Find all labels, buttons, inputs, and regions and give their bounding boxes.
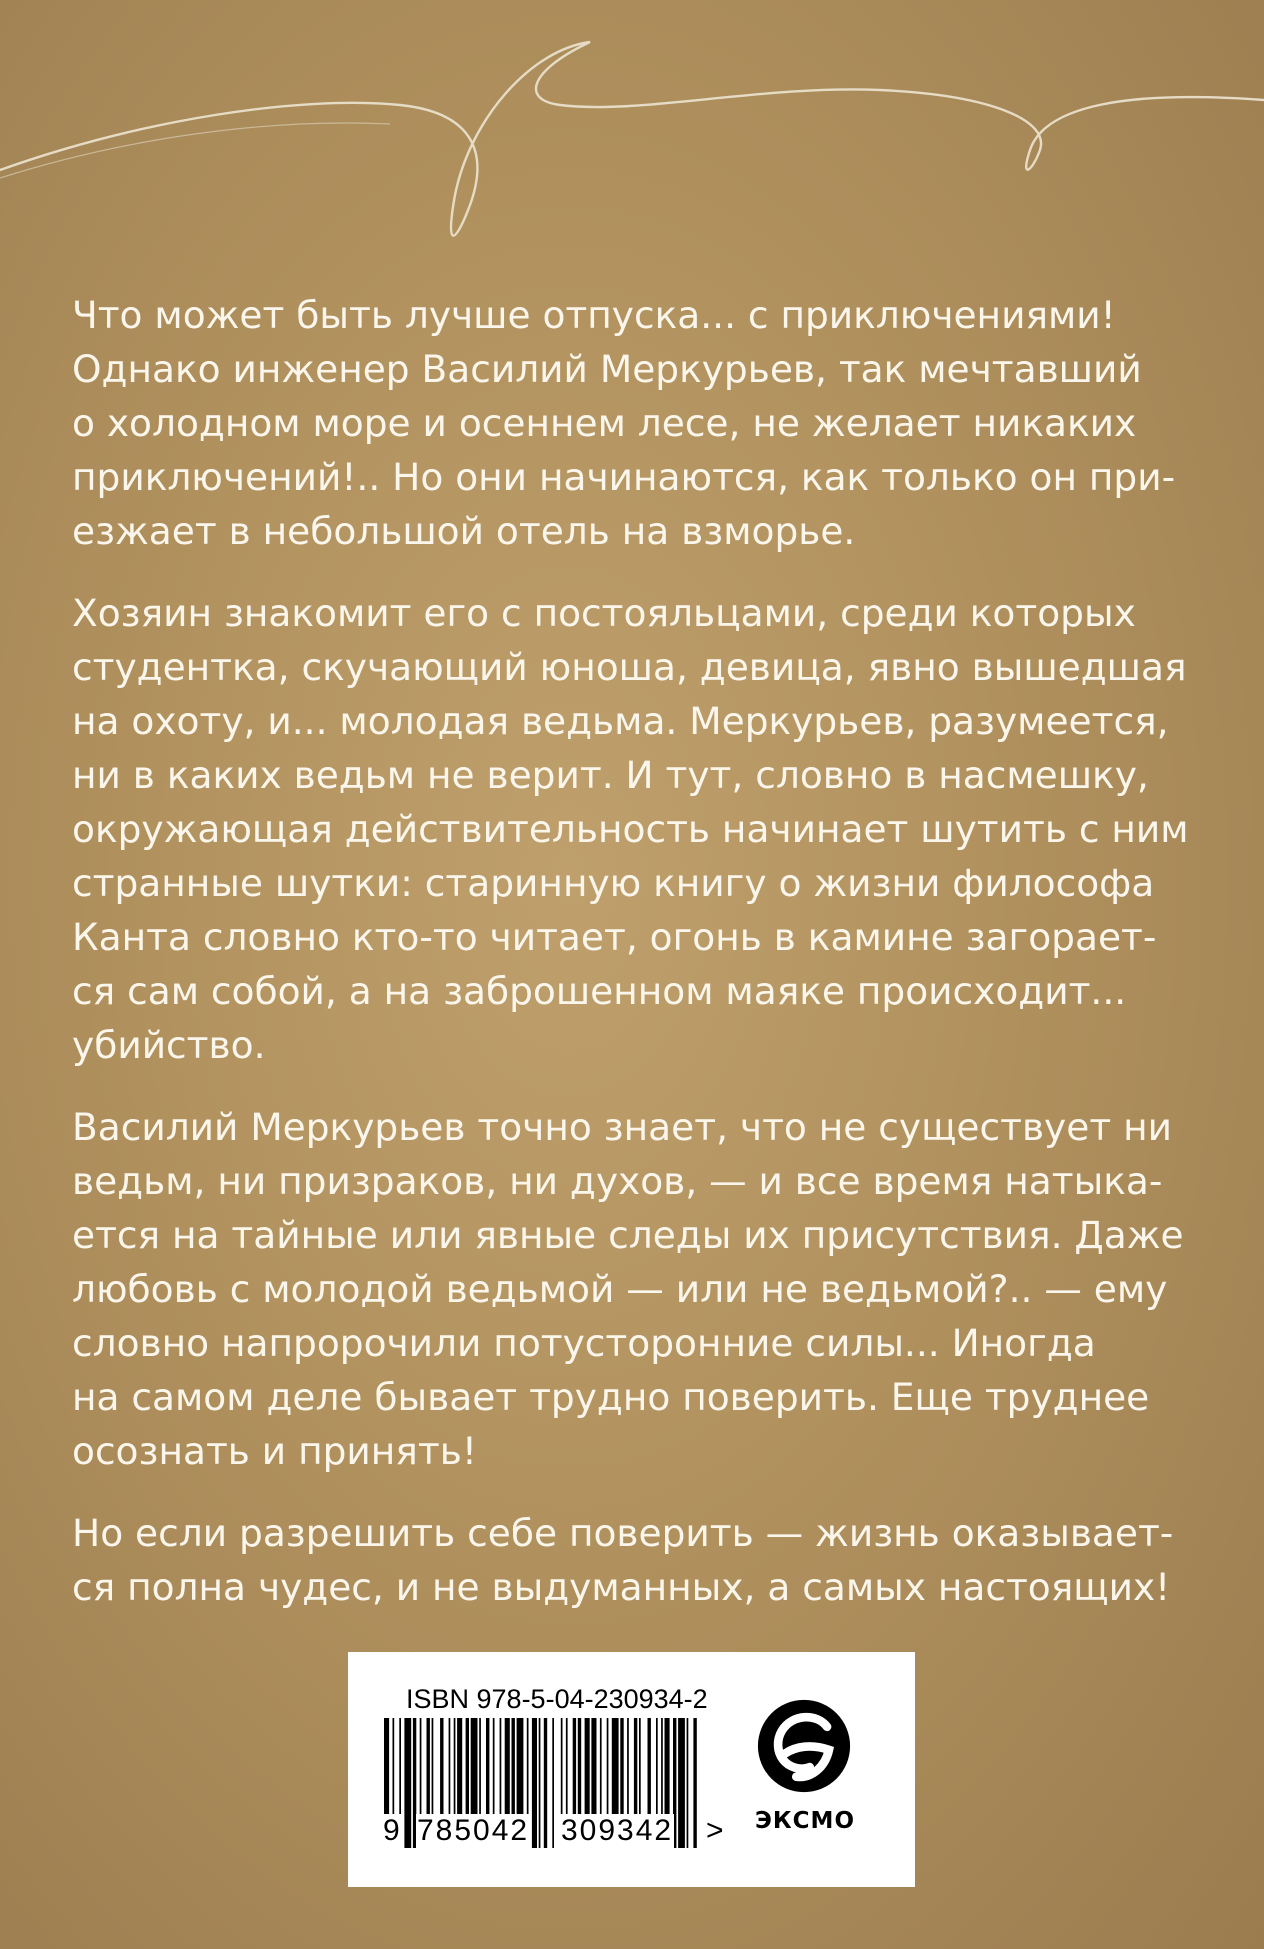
- quiet-zone-mark: >: [706, 1814, 724, 1847]
- text-line: на самом деле бывает трудно поверить. Еще труднее: [72, 1375, 1150, 1419]
- annotation-text: [72, 288, 1197, 1642]
- ean-digits: [382, 1814, 722, 1850]
- ean-left-group: 785042: [417, 1814, 530, 1847]
- text-line: окружающая действительность начинает шутить с ним: [72, 807, 1189, 851]
- paragraph-3: [72, 1100, 1197, 1478]
- text-line: ется на тайные или явные следы их присутствия. Даже: [72, 1213, 1184, 1257]
- isbn-barcode-panel: [348, 1652, 915, 1887]
- text-line: ведьм, ни призраков, ни духов, — и все время натыка-: [72, 1159, 1163, 1203]
- text-line: Хозяин знакомит его с постояльцами, среди которых: [72, 591, 1136, 635]
- text-line: странные шутки: старинную книгу о жизни философа: [72, 861, 1155, 905]
- text-line: Василий Меркурьев точно знает, что не существует ни: [72, 1105, 1172, 1149]
- text-line: ся полна чудес, и не выдуманных, а самых настоящих!: [72, 1565, 1171, 1609]
- text-line: езжает в небольшой отель на взморье.: [72, 509, 856, 553]
- text-line: на охоту, и... молодая ведьма. Меркурьев, разумеется,: [72, 699, 1169, 743]
- text-line: любовь с молодой ведьмой — или не ведьмой?.. — ему: [72, 1267, 1168, 1311]
- publisher-name: ЭКСМО: [755, 1808, 855, 1834]
- text-line: о холодном море и осеннем лесе, не желает никаких: [72, 401, 1137, 445]
- text-line: Однако инженер Василий Меркурьев, так мечтавший: [72, 347, 1142, 391]
- text-line: ни в каких ведьм не верит. И тут, словно в насмешку,: [72, 753, 1149, 797]
- text-line: ся сам собой, а на заброшенном маяке происходит...: [72, 969, 1127, 1013]
- text-line: Что может быть лучше отпуска... с приключениями!: [72, 293, 1116, 337]
- paragraph-1: [72, 288, 1197, 558]
- text-line: Но если разрешить себе поверить — жизнь оказывает-: [72, 1511, 1174, 1555]
- ean-first-digit: 9: [383, 1814, 400, 1847]
- text-line: осознать и принять!: [72, 1429, 477, 1473]
- text-line: приключений!.. Но они начинаются, как только он при-: [72, 455, 1176, 499]
- paragraph-2: [72, 586, 1197, 1072]
- text-line: словно напророчили потусторонние силы... Иногда: [72, 1321, 1096, 1365]
- ean-right-group: 309342: [561, 1814, 674, 1847]
- paragraph-4: [72, 1506, 1197, 1614]
- isbn-number: ISBN 978-5-04-230934-2: [406, 1684, 708, 1714]
- text-line: Канта словно кто-то читает, огонь в камине загорает-: [72, 915, 1157, 959]
- decorative-swirl: [0, 0, 1264, 270]
- text-line: студентка, скучающий юноша, девица, явно вышедшая: [72, 645, 1187, 689]
- eksmo-logo-icon: [756, 1698, 852, 1794]
- text-line: убийство.: [72, 1023, 266, 1067]
